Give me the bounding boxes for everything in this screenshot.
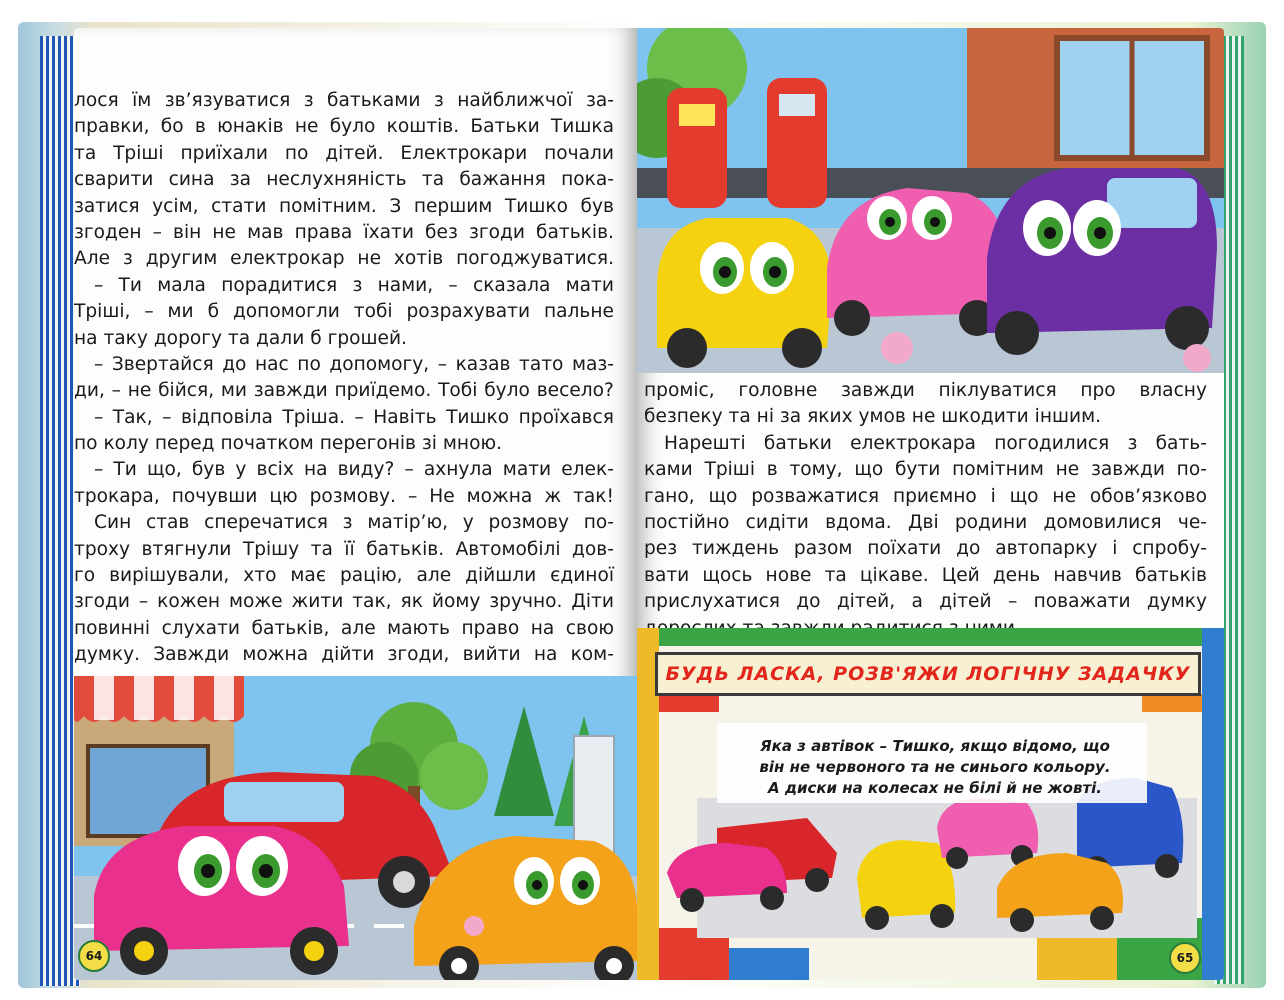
text-line: повинні слухати батьків, але мають право на свою [74,617,614,639]
puzzle-question [725,736,1145,799]
text-line: – Так, – відповіла Тріша. – Навіть Тишко проїхався [94,406,614,428]
puzzle-question-line: Яка з автівок – Тишко, якщо відомо, що [760,737,1110,755]
text-line: гано, що розважатися приємно і що не обов’язково [644,485,1207,507]
right-page [637,28,1224,980]
text-line: згоден – він не мав права їхати без згоди батьків. [74,221,614,243]
text-line: згоди – кожен може жити так, як йому зручно. Діти [74,591,614,613]
text-line: на таку дорогу та дали б грошей. [74,327,407,349]
text-line: лося їм зв’язуватися з батьками з найближчої за- [74,90,614,111]
text-line: – Звертайся до нас по допомогу, – казав тато маз- [94,353,614,375]
street-cars-illustration [74,676,637,980]
text-line: ками Тріші в тому, що бути помітним не завжди по- [644,459,1207,481]
puzzle-title-banner: БУДЬ ЛАСКА, РОЗВ'ЯЖИ ЛОГІЧНУ ЗАДАЧКУ [655,652,1201,696]
text-line: Але з другим електрокар не хотів погоджуватися. [74,248,614,270]
text-line: вати щось нове та цікаве. Цей день навчив батьків [644,564,1207,586]
page-number-badge: 65 [1169,942,1201,974]
text-line: сварити сина за неслухняність та бажання пока- [74,169,614,191]
text-line: – Ти що, був у всіх на виду? – ахнула мати елек- [94,459,614,481]
text-line: постійно сидіти вдома. Дві родини домовилися че- [644,511,1207,533]
text-line: троху втягнули Трішу та її батьків. Автомобілі дов- [74,538,614,560]
text-line: проміс, головне завжди піклуватися про власну [644,380,1207,401]
text-line: Син став сперечатися з матір’ю, у розмову по- [94,512,614,534]
puzzle-question-line: він не червоного та не синього кольору. [759,758,1111,776]
text-line: по колу перед початком перегонів зі мною. [74,433,503,455]
page-number-badge: 64 [78,940,110,972]
text-line: – Ти мала порадитися з нами, – сказала мати [94,274,614,296]
text-line: Нарешті батьки електрокара погодилися з бать- [664,432,1207,454]
text-line: трокара, почувши цю розмову. – Не можна ж так! [74,485,614,507]
puzzle-question-line: А диски на колесах не білі й не жовті. [768,779,1102,797]
right-page-text [644,378,1207,642]
book-spread [18,22,1266,988]
text-line: правки, бо в юнаків не було коштів. Батьки Тишка [74,116,614,138]
text-line: думку. Завжди можна дійти згоди, вийти на ком- [74,644,614,666]
text-line: рез тиждень разом поїхати до автопарку і спробу- [644,538,1207,560]
text-line: прислухатися до дітей, а дітей – поважати думку [644,591,1207,613]
charging-station-illustration [637,28,1224,373]
left-page [74,28,637,980]
text-line: го вирішували, хто має рацію, але дійшли єдиної [74,565,614,587]
text-line: безпеку та ні за яких умов не шкодити іншим. [644,406,1102,428]
text-line: затися усім, стати помітним. З першим Тишко був [74,195,614,217]
text-line: та Тріші приїхали по дітей. Електрокари почали [74,142,614,164]
text-line: ди, – не бійся, ми завжди приїдемо. Тобі було весело? [74,380,614,402]
logic-puzzle-section [637,628,1224,980]
text-line: Тріші, – ми б допомогли тобі розрахувати пальне [74,301,614,323]
left-page-text [74,88,614,669]
